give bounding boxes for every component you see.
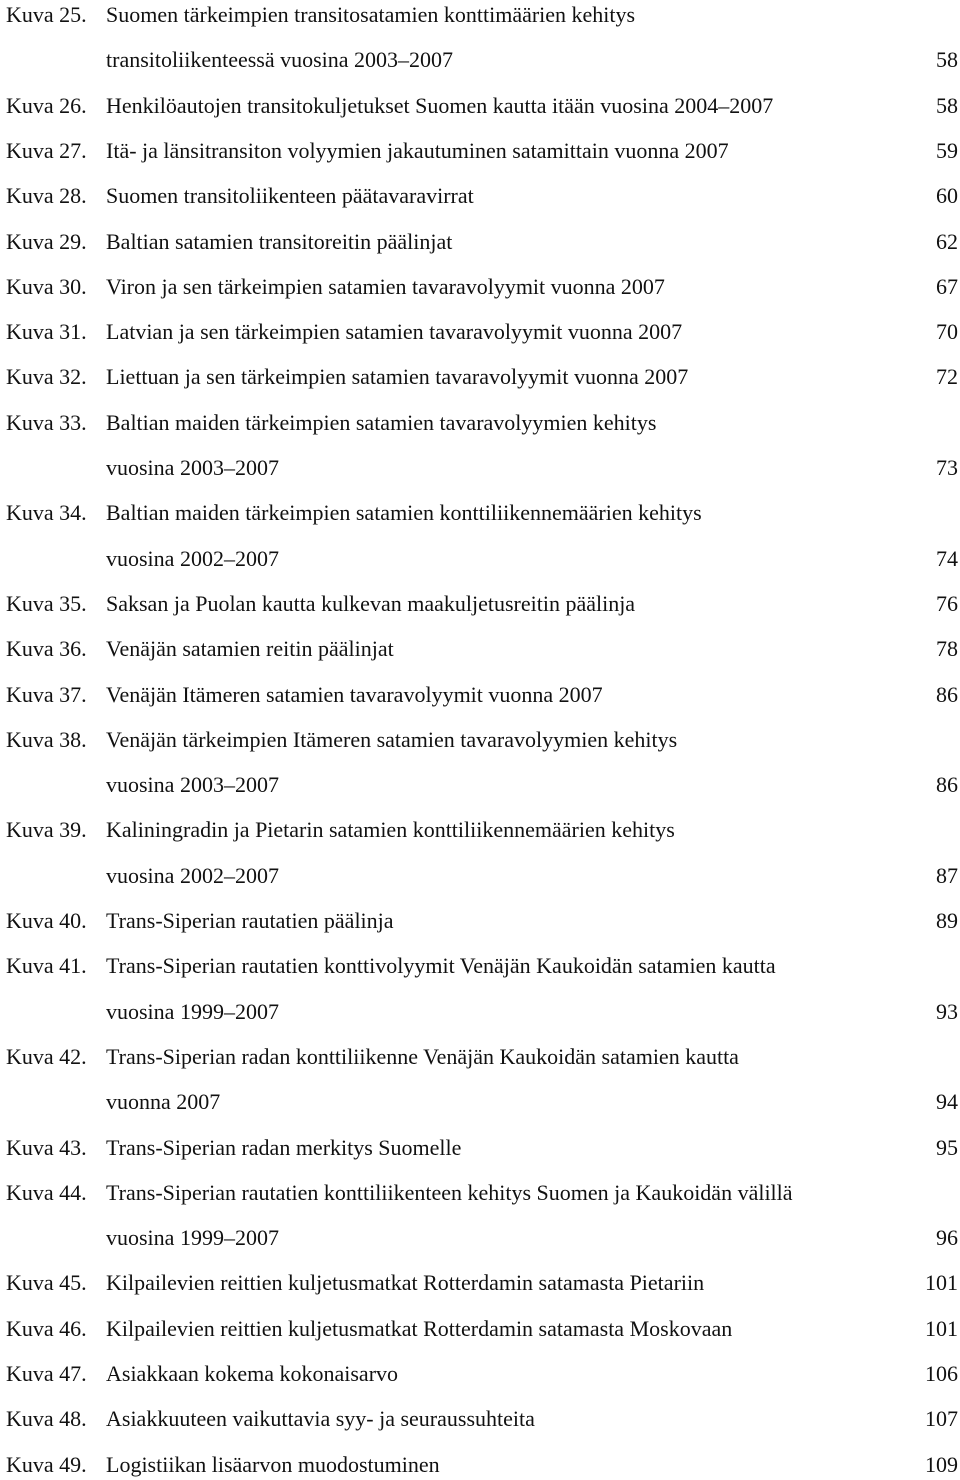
page-number: 107 [925,1406,958,1432]
figure-title-line: vuosina 2002–2007 [106,862,279,888]
figure-title [106,1133,461,1163]
figure-title-line: Baltian maiden tärkeimpien satamien konttiliikennemäärien kehitys [106,500,702,526]
page-number: 58 [936,47,958,73]
figure-number: Kuva 36. [6,636,87,662]
figure-number: Kuva 29. [6,228,87,254]
page-number: 101 [925,1270,958,1296]
figure-title [106,1314,732,1344]
figure-number: Kuva 48. [6,1406,87,1432]
page-number: 78 [936,636,958,662]
page-number: 67 [936,273,958,299]
figure-title-line: Trans-Siperian radan konttiliikenne Venäjän Kaukoidän satamien kautta [106,1043,739,1069]
page-number: 94 [936,1089,958,1115]
figure-title-line: Baltian maiden tärkeimpien satamien tavaravolyymien kehitys [106,409,657,435]
figure-title [106,634,394,664]
figure-title-line: transitoliikenteessä vuosina 2003–2007 [106,47,454,73]
figure-title-line: Asiakkuuteen vaikuttavia syy- ja seuraussuhteita [106,1406,535,1432]
figure-title-line: Logistiikan lisäarvon muodostuminen [106,1451,440,1477]
figure-title [106,91,773,121]
page-number: 74 [936,545,958,571]
figure-number: Kuva 34. [6,500,87,526]
figure-title [106,1268,704,1298]
figure-title-line: Latvian ja sen tärkeimpien satamien tavaravolyymit vuonna 2007 [106,319,683,345]
figure-title-line: Viron ja sen tärkeimpien satamien tavaravolyymit vuonna 2007 [106,273,665,299]
page-number: 109 [925,1451,958,1477]
page-number: 70 [936,319,958,345]
figure-title-line: vuosina 2002–2007 [106,545,279,571]
figure-title-line: Baltian satamien transitoreitin päälinjat [106,228,453,254]
figure-title-line: vuosina 2003–2007 [106,454,279,480]
figure-number: Kuva 38. [6,726,87,752]
figure-title-line: Saksan ja Puolan kautta kulkevan maakuljetusreitin päälinja [106,590,636,616]
figure-number: Kuva 27. [6,137,87,163]
page-number: 73 [936,454,958,480]
figure-number: Kuva 37. [6,681,87,707]
figure-number: Kuva 46. [6,1315,87,1341]
figure-title-line: Liettuan ja sen tärkeimpien satamien tavaravolyymit vuonna 2007 [106,364,689,390]
figure-number: Kuva 30. [6,273,87,299]
figure-title-line: Kilpailevien reittien kuljetusmatkat Rotterdamin satamasta Moskovaan [106,1315,733,1341]
figure-title [106,1178,793,1253]
page-number: 93 [936,998,958,1024]
figure-title [106,1359,398,1389]
page-number: 60 [936,183,958,209]
page-number: 106 [925,1361,958,1386]
figure-title-line: Suomen transitoliikenteen päätavaravirrat [106,183,474,209]
figure-number: Kuva 25. [6,2,87,27]
page-number: 76 [936,590,958,616]
figure-title [106,272,665,302]
figure-number: Kuva 32. [6,364,87,390]
figure-title-line: Asiakkaan kokema kokonaisarvo [106,1361,399,1386]
figure-number: Kuva 35. [6,590,87,616]
figure-title-line: vuosina 1999–2007 [106,998,279,1024]
figure-title [106,906,394,936]
figure-number: Kuva 33. [6,409,87,435]
figure-number: Kuva 45. [6,1270,87,1296]
figure-title-line: Trans-Siperian radan merkitys Suomelle [106,1134,462,1160]
figure-title-line: Trans-Siperian rautatien konttiliikenteen kehitys Suomen ja Kaukoidän välillä [106,1179,793,1205]
figure-number: Kuva 41. [6,953,87,979]
page-number: 86 [936,681,958,707]
figure-number: Kuva 49. [6,1451,87,1477]
figure-title [106,181,474,211]
figure-number: Kuva 40. [6,908,87,933]
page-number: 62 [936,228,958,254]
figure-title [106,0,635,75]
figure-title [106,1042,739,1117]
figure-number: Kuva 39. [6,817,87,843]
figure-title-line: Venäjän tärkeimpien Itämeren satamien tavaravolyymien kehitys [106,726,678,752]
page-number: 87 [936,862,958,888]
figure-title-line: Suomen tärkeimpien transitosatamien konttimäärien kehitys [106,2,636,27]
figure-title-line: Kaliningradin ja Pietarin satamien konttiliikennemäärien kehitys [106,817,675,843]
page-number: 89 [936,908,958,933]
figure-number: Kuva 42. [6,1043,87,1069]
figure-title-line: Venäjän satamien reitin päälinjat [106,636,394,662]
figure-number: Kuva 28. [6,183,87,209]
page-number: 101 [925,1315,958,1341]
figure-number: Kuva 26. [6,92,87,118]
page-number: 95 [936,1134,958,1160]
page-number: 58 [936,92,958,118]
figure-title [106,408,656,483]
figure-title [106,951,776,1026]
figure-title-line: Itä- ja länsitransiton volyymien jakautuminen satamittain vuonna 2007 [106,137,729,163]
figure-title-line: Trans-Siperian rautatien päälinja [106,908,394,933]
figure-title [106,680,603,710]
figure-title-line: Venäjän Itämeren satamien tavaravolyymit vuonna 2007 [106,681,603,707]
page-number: 86 [936,772,958,798]
figure-title [106,725,677,800]
figure-number: Kuva 31. [6,319,87,345]
figure-title-line: Henkilöautojen transitokuljetukset Suomen kautta itään vuosina 2004–2007 [106,92,774,118]
figure-title [106,1404,535,1434]
figure-title-line: Kilpailevien reittien kuljetusmatkat Rotterdamin satamasta Pietariin [106,1270,705,1296]
figure-title-line: Trans-Siperian rautatien konttivolyymit Venäjän Kaukoidän satamien kautta [106,953,776,979]
figure-title [106,317,682,347]
figure-title-line: vuonna 2007 [106,1089,221,1115]
figure-number: Kuva 44. [6,1179,87,1205]
figure-title [106,136,729,166]
figure-title-line: vuosina 1999–2007 [106,1225,279,1251]
figure-title [106,589,635,619]
figure-number: Kuva 47. [6,1361,87,1386]
figure-number: Kuva 43. [6,1134,87,1160]
page-number: 72 [936,364,958,390]
page-number: 59 [936,137,958,163]
page-number: 96 [936,1225,958,1251]
figure-title [106,1450,440,1480]
figure-title [106,498,702,573]
figure-title [106,227,452,257]
figure-title [106,362,688,392]
figure-title-line: vuosina 2003–2007 [106,772,279,798]
figure-title [106,815,675,890]
